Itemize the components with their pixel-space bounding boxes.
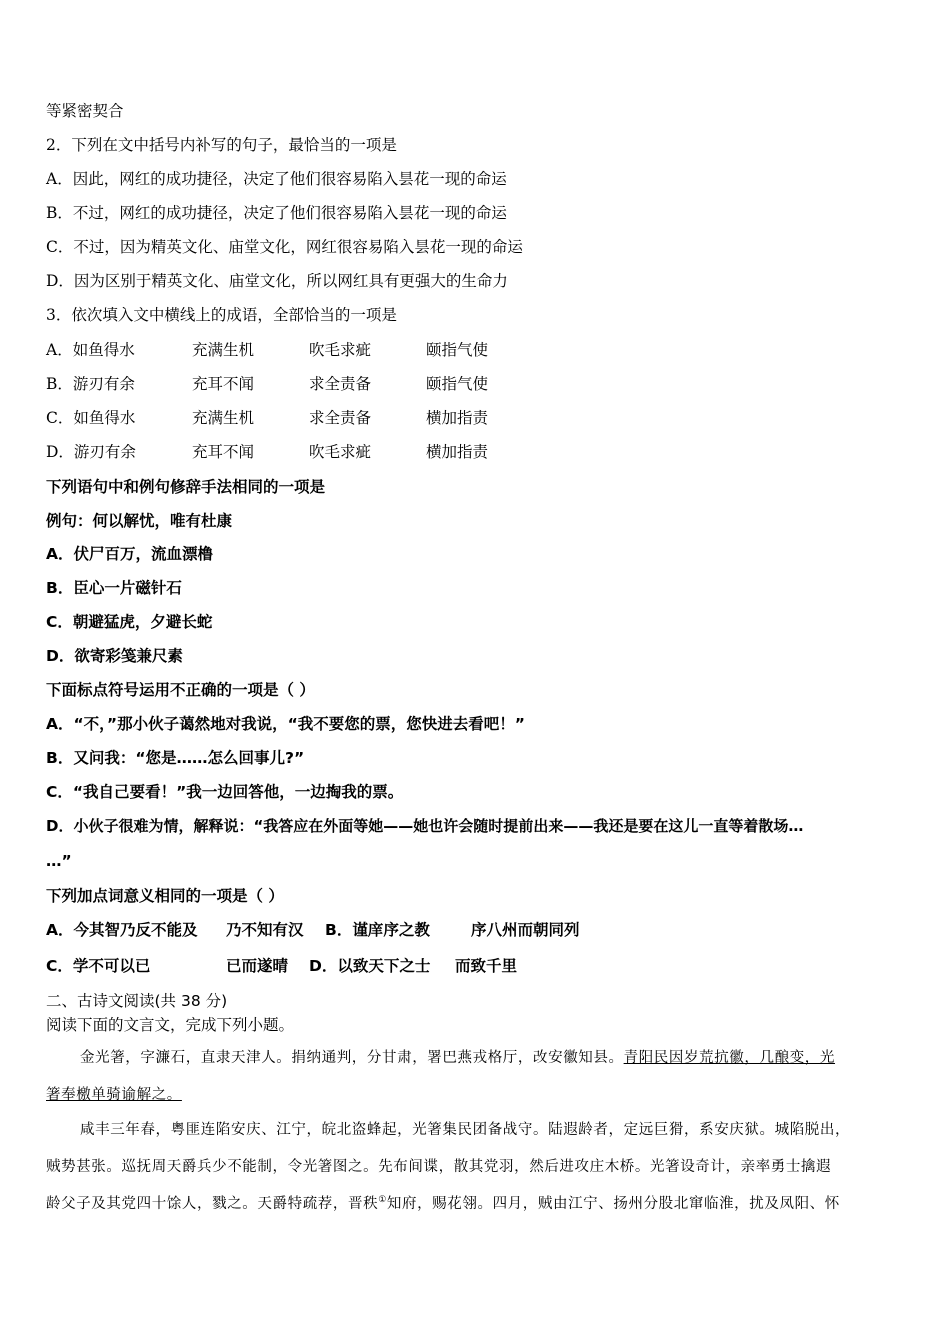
meaning-question-stem: 下列加点词意义相同的一项是（ ） bbox=[46, 887, 284, 905]
question-2-stem: 2．下列在文中括号内补写的句子，最恰当的一项是 bbox=[46, 136, 397, 154]
passage-paragraph-2-line-3: 龄父子及其党四十馀人，戮之。天爵特疏荐，晋秩①知府，赐花翎。四月，贼由江宁、扬州分股北窜临淮，扰及凤阳、怀 bbox=[46, 1195, 840, 1212]
question-3-stem: 3．依次填入文中横线上的成语，全部恰当的一项是 bbox=[46, 306, 397, 324]
section-instruction: 阅读下面的文言文，完成下列小题。 bbox=[46, 1016, 295, 1034]
meaning-option-c-pair: 已而遂晴 bbox=[226, 957, 289, 975]
punctuation-option-a: A．“不，”那小伙子蔼然地对我说，“我不要您的票，您快进去看吧！” bbox=[46, 715, 525, 733]
question-2-option-c: C．不过，因为精英文化、庙堂文化，网红很容易陷入昙花一现的命运 bbox=[46, 238, 523, 256]
rhetoric-question-stem: 下列语句中和例句修辞手法相同的一项是 bbox=[46, 478, 326, 496]
rhetoric-option-c: C．朝避猛虎，夕避长蛇 bbox=[46, 613, 213, 631]
passage-paragraph-1: 金光箸，字濂石，直隶天津人。捐纳通判，分甘肃，署巴燕戎格厅，改安徽知县。青阳民因岁荒抗徽，几酿变，光 bbox=[80, 1050, 836, 1066]
punctuation-option-b: B．又问我：“您是……怎么回事儿?” bbox=[46, 749, 305, 767]
question-2-option-d: D．因为区别于精英文化、庙堂文化，所以网红具有更强大的生命力 bbox=[46, 272, 508, 290]
meaning-option-a-pair: 乃不知有汉 bbox=[226, 921, 304, 939]
punctuation-option-d-continued: …” bbox=[46, 852, 72, 870]
rhetoric-example: 例句：何以解忧，唯有杜康 bbox=[46, 512, 233, 530]
question-2-option-b: B．不过，网红的成功捷径，决定了他们很容易陷入昙花一现的命运 bbox=[46, 204, 507, 222]
rhetoric-option-a: A．伏尸百万，流血漂橹 bbox=[46, 545, 213, 563]
meaning-option-c: C．学不可以已 bbox=[46, 957, 151, 975]
text-line: 等紧密契合 bbox=[46, 102, 124, 120]
meaning-option-b: B．谨庠序之教 bbox=[325, 921, 430, 939]
rhetoric-option-b: B．臣心一片磁针石 bbox=[46, 579, 182, 597]
document-page: 等紧密契合 2．下列在文中括号内补写的句子，最恰当的一项是 A．因此，网红的成功捷径，决定了他们很容易陷入昙花一现的命运 B．不过，网红的成功捷径，决定了他们很容易陷入昙花一现的命运 C．不过，因为精英文化、庙堂文化，网红很容易陷入昙花一现的命运 D．因为区别于精英文化、庙堂文化，所以网红具有更强大的生命力 3．依次填入文中横线上的成语，全部恰当的一项是 A．如鱼得水 充满生机 吹毛求疵 颐指气使 B．游刃有余 充耳不闻 求全责备 颐指气使 C．如鱼得水 充满生机 求全责备 横加指责 D．游刃有余 充耳不闻 吹毛求疵 横加指责 下列语句中和例句修辞手法相同的一项是 例句：何以解忧，唯有杜康 A．伏尸百万，流血漂橹 B．臣心一片磁针石 C．朝避猛虎，夕避长蛇 D．欲寄彩笺兼尺素 下面标点符号运用不正确的一项是（ ） A．“不，”那小伙子蔼然地对我说，“我不要您的票，您快进去看吧！” B．又问我：“您是……怎么回事儿?” C．“我自己要看！”我一边回答他，一边掏我的票。 D．小伙子很难为情，解释说：“我答应在外面等她——她也许会随时提前出来——我还是要在这儿一直等着散场… …” 下列加点词意义相同的一项是（ ） A．今其智乃反不能及 乃不知有汉 B．谨庠序之教 序八州而朝同列 C．学不可以已 已而遂晴 D．以致天下之士 而致千里 二、古诗文阅读(共 38 分) 阅读下面的文言文，完成下列小题。 金光箸，字濂石，直隶天津人。捐纳通判，分甘肃，署巴燕戎格厅，改安徽知县。青阳民因岁荒抗徽，几酿变，光 箸奉檄单骑谕解之。 咸丰三年春，粤匪连陷安庆、江宁，皖北盗蜂起，光箸集民团备战守。陆遐龄者，定远巨猾，系安庆狱。城陷脱出， 贼势甚张。巡抚周天爵兵少不能制，令光箸图之。先布间谍，散其党羽，然后进攻庄木桥。光箸设奇计，亲率勇士擒遐 龄父子及其党四十馀人，戮之。天爵特疏荐，晋秩①知府，赐花翎。四月，贼由江宁、扬州分股北窜临淮，扰及凤阳、怀 bbox=[46, 102, 851, 1212]
question-2-option-a: A．因此，网红的成功捷径，决定了他们很容易陷入昙花一现的命运 bbox=[46, 170, 507, 188]
punctuation-question-stem: 下面标点符号运用不正确的一项是（ ） bbox=[46, 681, 315, 699]
passage-paragraph-2: 咸丰三年春，粤匪连陷安庆、江宁，皖北盗蜂起，光箸集民团备战守。陆遐龄者，定远巨猾，系安庆狱。城陷脱出， bbox=[80, 1122, 851, 1138]
footnote-marker: ① bbox=[378, 1195, 387, 1206]
meaning-option-d: D．以致天下之士 bbox=[309, 957, 431, 975]
punctuation-option-d: D．小伙子很难为情，解释说：“我答应在外面等她——她也许会随时提前出来——我还是要在这儿一直等着散场… bbox=[46, 817, 804, 835]
meaning-option-b-pair: 序八州而朝同列 bbox=[471, 921, 580, 939]
passage-paragraph-2-line-2: 贼势甚张。巡抚周天爵兵少不能制，令光箸图之。先布间谍，散其党羽，然后进攻庄木桥。光箸设奇计，亲率勇士擒遐 bbox=[46, 1159, 832, 1175]
meaning-option-d-pair: 而致千里 bbox=[455, 957, 518, 975]
meaning-option-a: A．今其智乃反不能及 bbox=[46, 921, 198, 939]
passage-paragraph-1-continued: 箸奉檄单骑谕解之。 bbox=[46, 1087, 182, 1103]
section-title: 二、古诗文阅读(共 38 分) bbox=[46, 992, 228, 1010]
rhetoric-option-d: D．欲寄彩笺兼尺素 bbox=[46, 647, 183, 665]
punctuation-option-c: C．“我自己要看！”我一边回答他，一边掏我的票。 bbox=[46, 783, 404, 801]
